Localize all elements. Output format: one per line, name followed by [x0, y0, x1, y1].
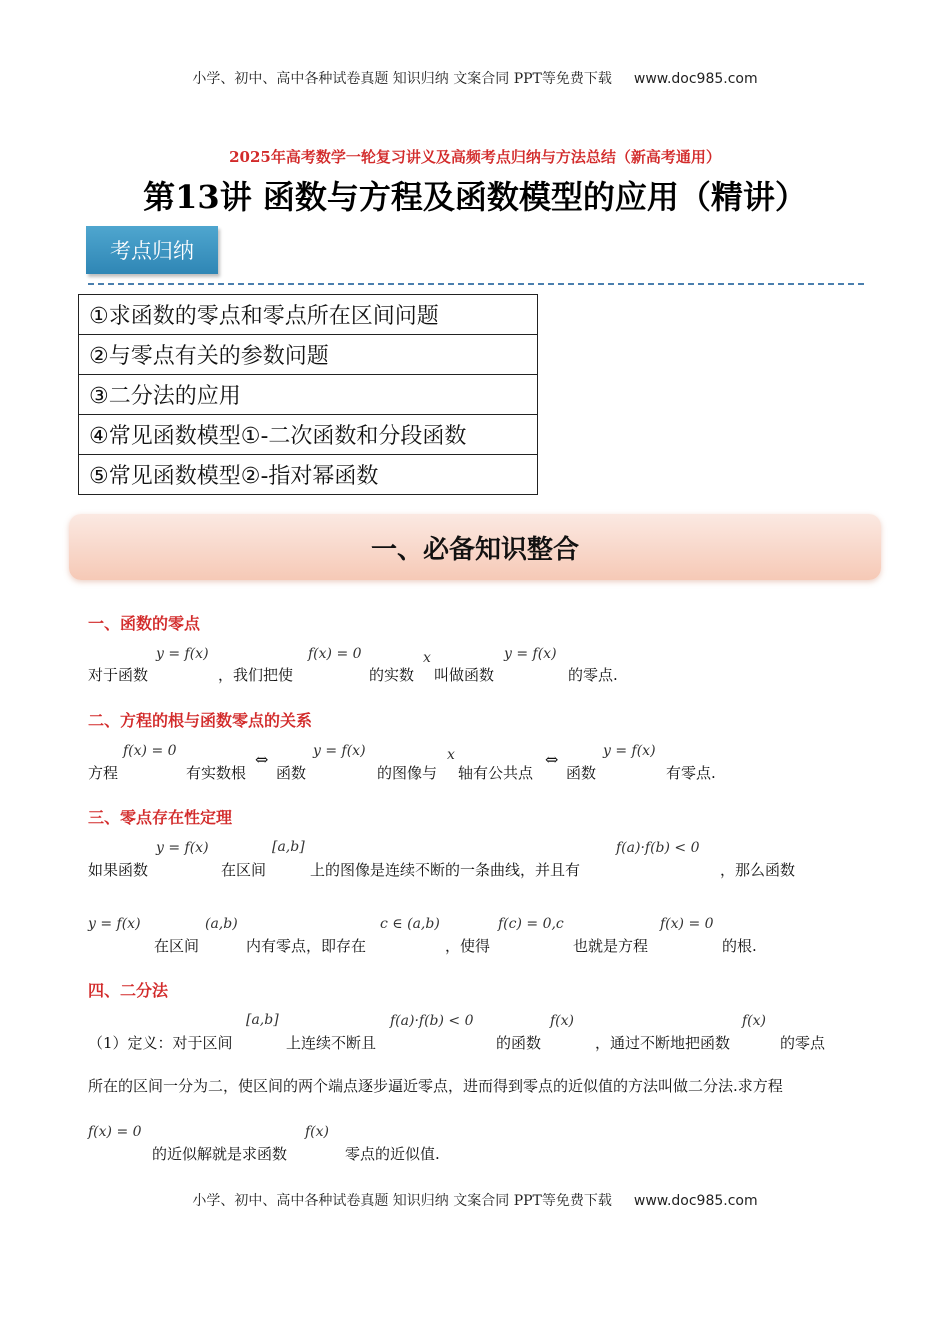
math-formula: y = f(x) [88, 916, 141, 932]
text: 函数 [276, 764, 307, 782]
toc-item: ①求函数的零点和零点所在区间问题 [79, 295, 538, 335]
text: 方程 [88, 764, 119, 782]
header-text: 小学、初中、高中各种试卷真题 知识归纳 文案合同 PPT等免费下载 [192, 71, 612, 87]
text: 零点的近似值. [345, 1145, 440, 1163]
math-formula: y = f(x) [504, 646, 557, 662]
text: 上连续不断且 [286, 1034, 377, 1052]
text: 叫做函数 [434, 666, 495, 684]
text: 内有零点，即存在 [246, 937, 367, 955]
math-formula: f(c) = 0,c [498, 916, 564, 932]
toc-table [78, 294, 538, 495]
toc-item: ②与零点有关的参数问题 [79, 335, 538, 375]
math-formula: f(a)·f(b) < 0 [390, 1013, 474, 1029]
text: 在区间 [154, 937, 200, 955]
text: 对于函数 [88, 666, 149, 684]
header-site[interactable]: www.doc985.com [633, 71, 758, 87]
math-formula: f(x) [550, 1013, 575, 1029]
math-formula: y = f(x) [156, 840, 209, 856]
math-formula: x [423, 650, 431, 666]
footer-site[interactable]: www.doc985.com [633, 1193, 758, 1209]
math-formula: f(x) [742, 1013, 767, 1029]
text: ，我们把使 [218, 666, 294, 684]
text: 的近似解就是求函数 [152, 1145, 288, 1163]
equivalence-arrow: ⇔ [545, 750, 559, 769]
math-formula: y = f(x) [156, 646, 209, 662]
math-formula: x [447, 747, 455, 763]
math-formula: f(x) [305, 1124, 330, 1140]
text: 的函数 [496, 1034, 542, 1052]
text: ，通过不断地把函数 [595, 1034, 731, 1052]
toc-item: ③二分法的应用 [79, 375, 538, 415]
math-formula: f(x) = 0 [308, 646, 362, 662]
text: 上的图像是连续不断的一条曲线，并且有 [310, 861, 581, 879]
toc-item: ⑤常见函数模型②-指对幂函数 [79, 455, 538, 495]
page-header [0, 68, 950, 88]
text: ，那么函数 [720, 861, 796, 879]
page-footer [0, 1190, 950, 1210]
math-formula: c ∈ (a,b) [380, 916, 440, 932]
math-formula: [a,b] [246, 1012, 279, 1028]
math-formula: f(x) = 0 [123, 743, 177, 759]
text: 的实数 [369, 666, 415, 684]
section-heading-1: 一、函数的零点 [88, 614, 201, 633]
text: 在区间 [221, 861, 267, 879]
math-formula: y = f(x) [603, 743, 656, 759]
text: 的图像与 [377, 764, 438, 782]
section-badge: 考点归纳 [86, 226, 218, 274]
text: 如果函数 [88, 861, 149, 879]
footer-text: 小学、初中、高中各种试卷真题 知识归纳 文案合同 PPT等免费下载 [192, 1193, 612, 1209]
math-formula: (a,b) [205, 916, 238, 932]
math-formula: f(a)·f(b) < 0 [616, 840, 700, 856]
text: ，使得 [445, 937, 491, 955]
text: （1）定义：对于区间 [88, 1034, 233, 1052]
text: 有零点. [666, 764, 716, 782]
math-formula: f(x) = 0 [88, 1124, 142, 1140]
math-formula: [a,b] [272, 839, 305, 855]
text: 也就是方程 [573, 937, 649, 955]
text: 的根. [722, 937, 757, 955]
text: 的零点 [780, 1034, 826, 1052]
section-heading-3: 三、零点存在性定理 [88, 808, 233, 827]
text: 的零点. [568, 666, 618, 684]
text: 有实数根 [186, 764, 247, 782]
page-title: 第13讲 函数与方程及函数模型的应用（精讲） [143, 178, 807, 216]
math-formula: f(x) = 0 [660, 916, 714, 932]
text: 所在的区间一分为二，使区间的两个端点逐步逼近零点，进而得到零点的近似值的方法叫做二分法.求方程 [88, 1077, 783, 1095]
section-banner: 一、必备知识整合 [69, 514, 881, 580]
text: 轴有公共点 [458, 764, 534, 782]
math-formula: y = f(x) [313, 743, 366, 759]
text: 函数 [566, 764, 597, 782]
equivalence-arrow: ⇔ [255, 750, 269, 769]
dashed-divider [88, 283, 864, 285]
section-heading-4: 四、二分法 [88, 981, 169, 1000]
section-heading-2: 二、方程的根与函数零点的关系 [88, 711, 313, 730]
document-subtitle: 2025年高考数学一轮复习讲义及高频考点归纳与方法总结（新高考通用） [229, 148, 721, 166]
toc-item: ④常见函数模型①-二次函数和分段函数 [79, 415, 538, 455]
